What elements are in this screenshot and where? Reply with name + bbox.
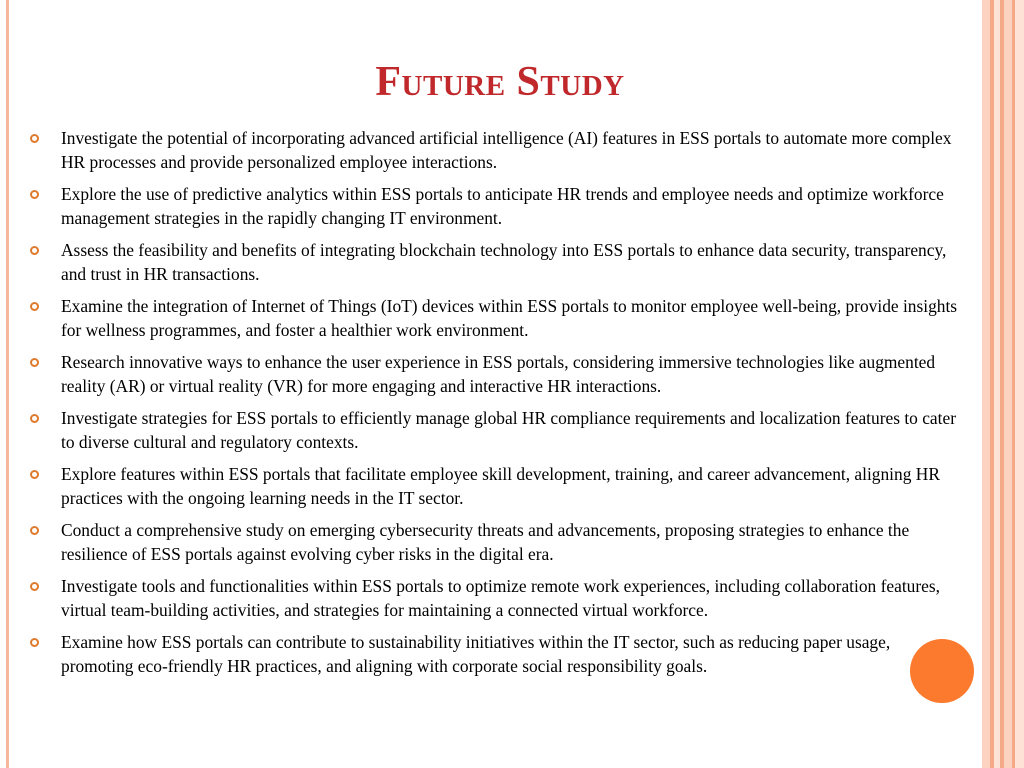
bullet-item bbox=[30, 350, 966, 398]
slide-title: Future Study bbox=[375, 59, 625, 105]
bullet-item bbox=[30, 518, 966, 566]
ring-bullet-icon bbox=[30, 190, 39, 199]
bullet-text: Examine the integration of Internet of Things (IoT) devices within ESS portals to monitor employee well-being, provide insights for wellness programmes, and foster a healthier work environment. bbox=[61, 296, 958, 340]
ring-bullet-icon bbox=[30, 302, 39, 311]
bullet-item bbox=[30, 182, 966, 230]
bullet-item bbox=[30, 630, 966, 678]
left-border-line bbox=[6, 0, 9, 768]
bullet-item bbox=[30, 462, 966, 510]
bullet-text: Investigate the potential of incorporating advanced artificial intelligence (AI) features in ESS portals to automate more complex HR processes and provide personalized employee interactions. bbox=[61, 128, 952, 172]
bullet-item bbox=[30, 238, 966, 286]
ring-bullet-icon bbox=[30, 134, 39, 143]
bullet-text: Research innovative ways to enhance the user experience in ESS portals, considering immersive technologies like augmented reality (AR) or virtual reality (VR) for more engaging and interactive HR interactions. bbox=[61, 352, 936, 396]
ring-bullet-icon bbox=[30, 414, 39, 423]
bullet-text: Assess the feasibility and benefits of integrating blockchain technology into ESS portals to enhance data security, transparency, and trust in HR transactions. bbox=[61, 240, 947, 284]
ring-bullet-icon bbox=[30, 246, 39, 255]
bullet-item bbox=[30, 574, 966, 622]
bullet-text: Explore the use of predictive analytics within ESS portals to anticipate HR trends and employee needs and optimize workforce management strategies in the rapidly changing IT environment. bbox=[61, 184, 944, 228]
ring-bullet-icon bbox=[30, 358, 39, 367]
bullet-text: Investigate tools and functionalities within ESS portals to optimize remote work experiences, including collaboration features, virtual team-building activities, and strategies for maintaining a connected virtual workforce. bbox=[61, 576, 940, 620]
bullet-text: Conduct a comprehensive study on emerging cybersecurity threats and advancements, proposing strategies to enhance the resilience of ESS portals against evolving cyber risks in the digital era. bbox=[61, 520, 910, 564]
bullet-text: Examine how ESS portals can contribute to sustainability initiatives within the IT sector, such as reducing paper usage, promoting eco-friendly HR practices, and aligning with corporate social responsibility goals. bbox=[61, 632, 891, 676]
ring-bullet-icon bbox=[30, 638, 39, 647]
decorative-stripes bbox=[978, 0, 1024, 768]
ring-bullet-icon bbox=[30, 526, 39, 535]
ring-bullet-icon bbox=[30, 470, 39, 479]
bullet-item bbox=[30, 294, 966, 342]
bullet-item bbox=[30, 406, 966, 454]
bullet-list bbox=[30, 126, 966, 686]
bullet-text: Investigate strategies for ESS portals to efficiently manage global HR compliance requirements and localization features to cater to diverse cultural and regulatory contexts. bbox=[61, 408, 956, 452]
ring-bullet-icon bbox=[30, 582, 39, 591]
bullet-item bbox=[30, 126, 966, 174]
bullet-text: Explore features within ESS portals that facilitate employee skill development, training, and career advancement, aligning HR practices with the ongoing learning needs in the IT sector. bbox=[61, 464, 940, 508]
